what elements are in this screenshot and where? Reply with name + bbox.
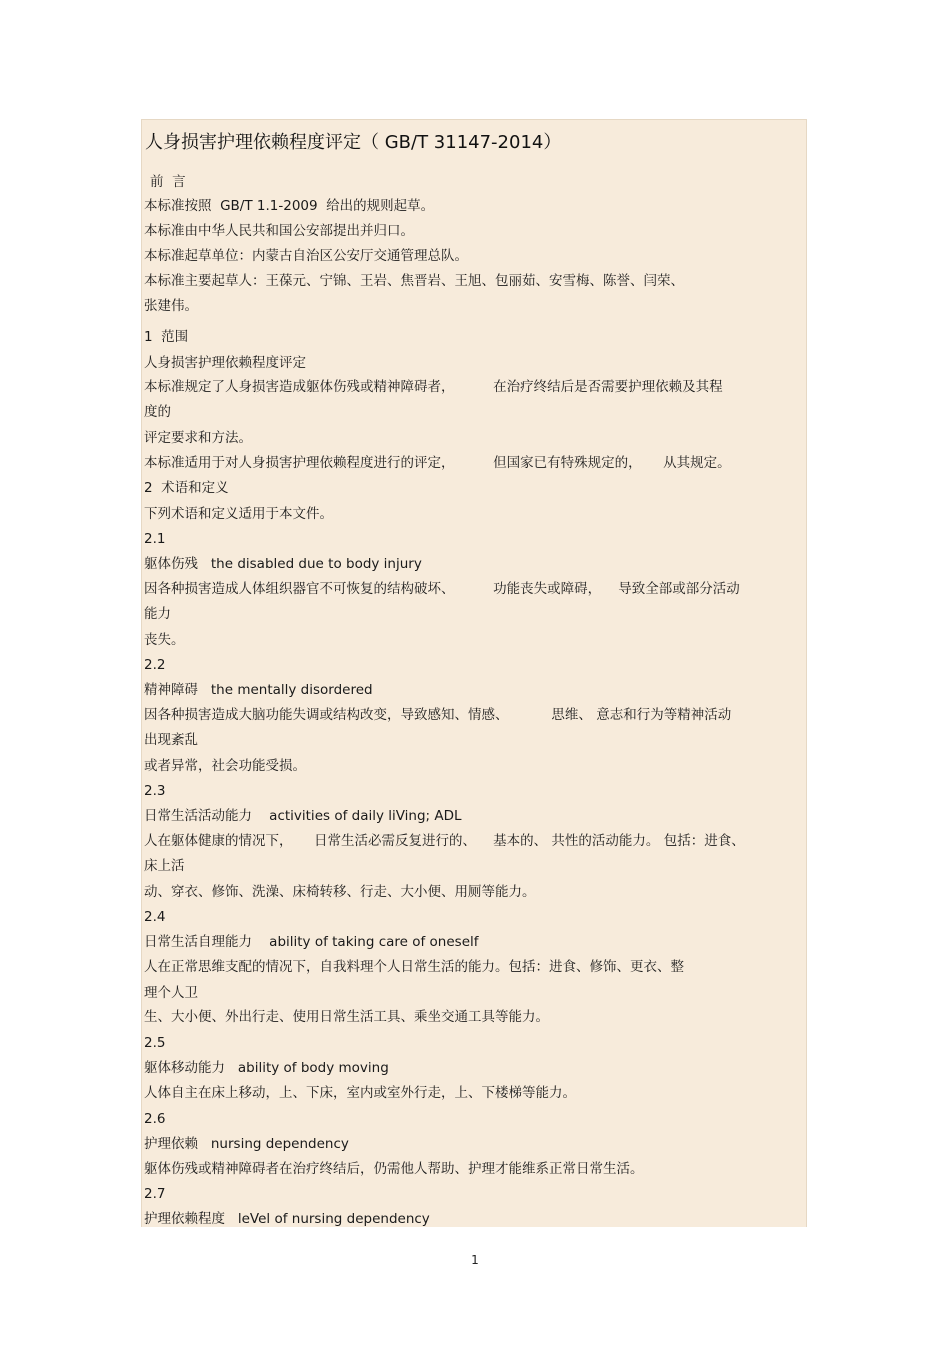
text-line: 出现紊乱 — [144, 732, 198, 748]
clause-number: 2.2 — [144, 657, 166, 673]
text-line: 本标准主要起草人：王葆元、宁锦、王岩、焦晋岩、王旭、包丽茹、安雪梅、陈誉、闫荣、 — [144, 273, 684, 289]
text-line: 动、穿衣、修饰、洗澡、床椅转移、行走、大小便、用厕等能力。 — [144, 884, 536, 900]
document-title: 人身损害护理依赖程度评定（ GB/T 31147-2014） — [145, 132, 562, 153]
section-heading-scope: 1 范围 — [144, 329, 189, 345]
term-heading: 日常生活自理能力 ability of taking care of oneself — [144, 934, 479, 950]
section-heading-terms: 2 术语和定义 — [144, 480, 229, 496]
text-line: 生、大小便、外出行走、使用日常生活工具、乘坐交通工具等能力。 — [144, 1009, 549, 1025]
clause-number: 2.1 — [144, 531, 166, 547]
text-line: 本标准规定了人身损害造成躯体伤残或精神障碍者， 在治疗终结后是否需要护理依赖及其程 — [144, 379, 723, 395]
text-line: 能力 — [144, 606, 171, 622]
text-line: 人体自主在床上移动，上、下床，室内或室外行走，上、下楼梯等能力。 — [144, 1085, 576, 1101]
text-line: 人身损害护理依赖程度评定 — [144, 355, 306, 371]
text-line: 本标准适用于对人身损害护理依赖程度进行的评定， 但国家已有特殊规定的， 从其规定。 — [144, 455, 731, 471]
text-line: 下列术语和定义适用于本文件。 — [144, 506, 333, 522]
term-heading: 护理依赖 nursing dependency — [144, 1136, 349, 1152]
text-line: 因各种损害造成大脑功能失调或结构改变，导致感知、情感、 思维、 意志和行为等精神活动 — [144, 707, 732, 723]
text-line: 本标准由中华人民共和国公安部提出并归口。 — [144, 223, 414, 239]
clause-number: 2.4 — [144, 909, 166, 925]
text-line: 丧失。 — [144, 632, 185, 648]
text-line: 人在躯体健康的情况下， 日常生活必需反复进行的、 基本的、 共性的活动能力。 包括：进食、 — [144, 833, 745, 849]
text-line: 躯体伤残或精神障碍者在治疗终结后，仍需他人帮助、护理才能维系正常日常生活。 — [144, 1161, 644, 1177]
page-number: 1 — [471, 1253, 479, 1267]
text-line: 本标准起草单位：内蒙古自治区公安厅交通管理总队。 — [144, 248, 468, 264]
term-heading: 日常生活活动能力 activities of daily liVing; ADL — [144, 808, 462, 824]
text-line: 人在正常思维支配的情况下，自我料理个人日常生活的能力。包括：进食、修饰、更衣、整 — [144, 959, 684, 975]
term-heading: 躯体伤残 the disabled due to body injury — [144, 556, 422, 572]
term-heading: 护理依赖程度 leVel of nursing dependency — [144, 1211, 430, 1227]
text-line: 度的 — [144, 404, 171, 420]
clause-number: 2.5 — [144, 1035, 166, 1051]
text-line: 床上活 — [144, 858, 185, 874]
text-line: 因各种损害造成人体组织器官不可恢复的结构破坏、 功能丧失或障碍， 导致全部或部分活动 — [144, 581, 740, 597]
term-heading: 精神障碍 the mentally disordered — [144, 682, 373, 698]
term-heading: 躯体移动能力 ability of body moving — [144, 1060, 389, 1076]
text-line: 理个人卫 — [144, 985, 198, 1001]
text-line-foreword: 前 言 — [150, 174, 186, 190]
clause-number: 2.3 — [144, 783, 166, 799]
text-line: 或者异常，社会功能受损。 — [144, 758, 306, 774]
text-line: 评定要求和方法。 — [144, 430, 252, 446]
text-line: 张建伟。 — [144, 298, 198, 314]
clause-number: 2.6 — [144, 1111, 166, 1127]
clause-number: 2.7 — [144, 1186, 166, 1202]
document-page — [141, 119, 807, 1227]
text-line: 本标准按照 GB/T 1.1-2009 给出的规则起草。 — [144, 198, 435, 214]
